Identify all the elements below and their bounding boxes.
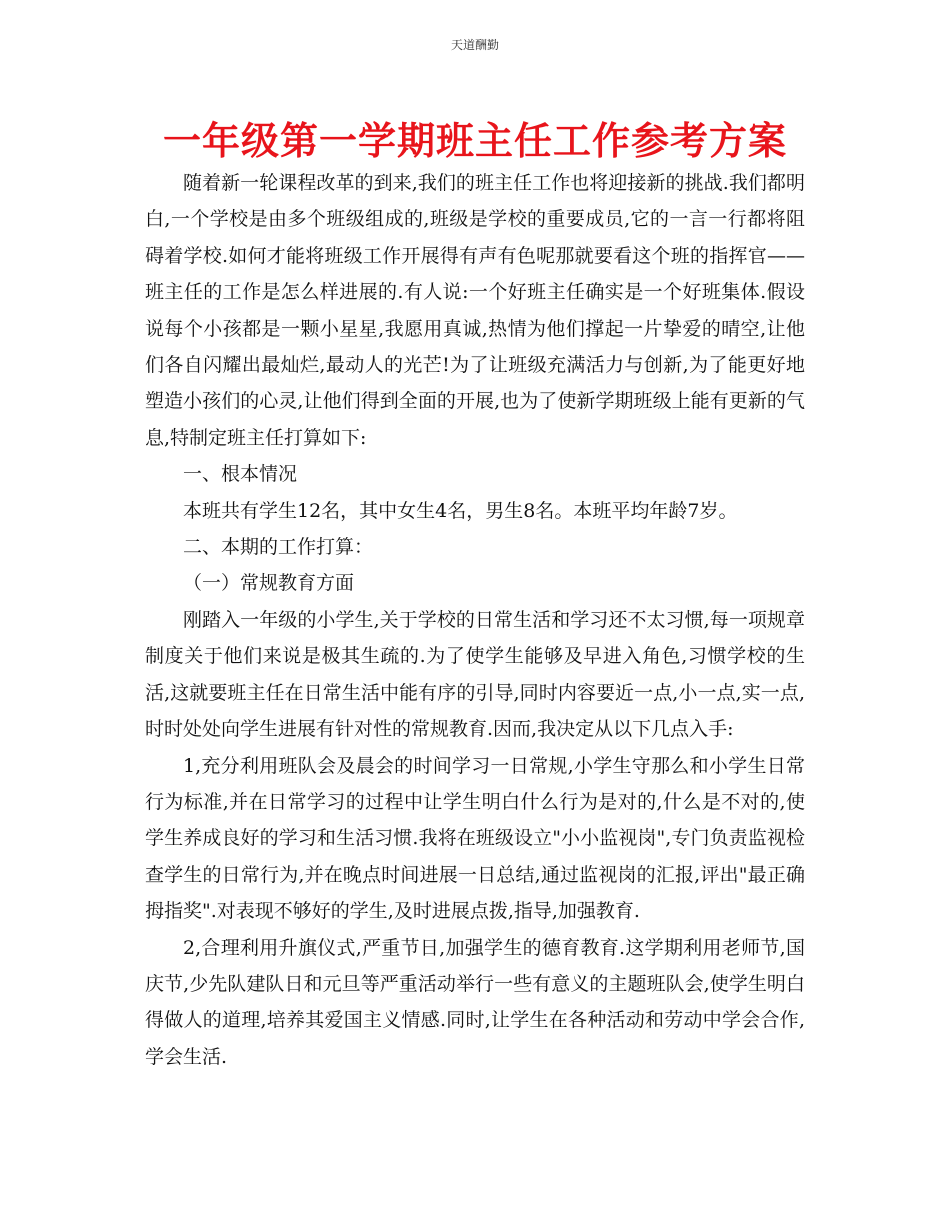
document-body bbox=[145, 165, 805, 1075]
section-heading-work-plan: 二、本期的工作打算： bbox=[183, 536, 374, 559]
paragraph-routine-education: 刚踏入一年级的小学生,关于学校的日常生活和学习还不太习惯,每一项规章制度关于他们来说是极其生疏的.为了使学生能够及早进入角色,习惯学校的生活,这就要班主任在日常生活中能有序的引导,同时内容要近一点,小一点,实一点,时时处处向学生进展有针对性的常规教育.因而,我决定从以下几点入手: bbox=[145, 608, 805, 741]
paragraph-point-1: 1,充分利用班队会及晨会的时间学习一日常规,小学生守那么和小学生日常行为标准,并在日常学习的过程中让学生明白什么行为是对的,什么是不对的,使学生养成良好的学习和生活习惯.我将在班级设立"小小监视岗",专门负责监视检查学生的日常行为,并在晚点时间进展一日总结,通过监视岗的汇报,评出"最正确拇指奖".对表现不够好的学生,及时进展点拨,指导,加强教育. bbox=[145, 754, 805, 923]
document-title: 一年级第一学期班主任工作参考方案 bbox=[162, 119, 787, 163]
paragraph-intro: 随着新一轮课程改革的到来,我们的班主任工作也将迎接新的挑战.我们都明白,一个学校是由多个班级组成的,班级是学校的重要成员,它的一言一行都将阻碍着学校.如何才能将班级工作开展得有声有色呢那就要看这个班的指挥官——班主任的工作是怎么样进展的.有人说:一个好班主任确实是一个好班集体.假设说每个小孩都是一颗小星星,我愿用真诚,热情为他们撑起一片挚爱的晴空,让他们各自闪耀出最灿烂,最动人的光芒!为了让班级充满活力与创新,为了能更好地塑造小孩们的心灵,让他们得到全面的开展,也为了使新学期班级上能有更新的气息,特制定班主任打算如下: bbox=[145, 172, 805, 449]
subsection-heading-routine-education: （一）常规教育方面 bbox=[183, 572, 355, 595]
section-heading-basic-situation: 一、根本情况 bbox=[183, 463, 298, 486]
page-header: 天道酬勤 bbox=[450, 38, 499, 52]
paragraph-class-info: 本班共有学生12名，其中女生4名，男生8名。本班平均年龄7岁。 bbox=[183, 499, 738, 522]
paragraph-point-2: 2,合理利用升旗仪式,严重节日,加强学生的德育教育.这学期利用老师节,国庆节,少先队建队日和元旦等严重活动举行一些有意义的主题班队会,使学生明白得做人的道理,培养其爱国主义情感.同时,让学生在各种活动和劳动中学会合作,学会生活. bbox=[145, 936, 805, 1068]
